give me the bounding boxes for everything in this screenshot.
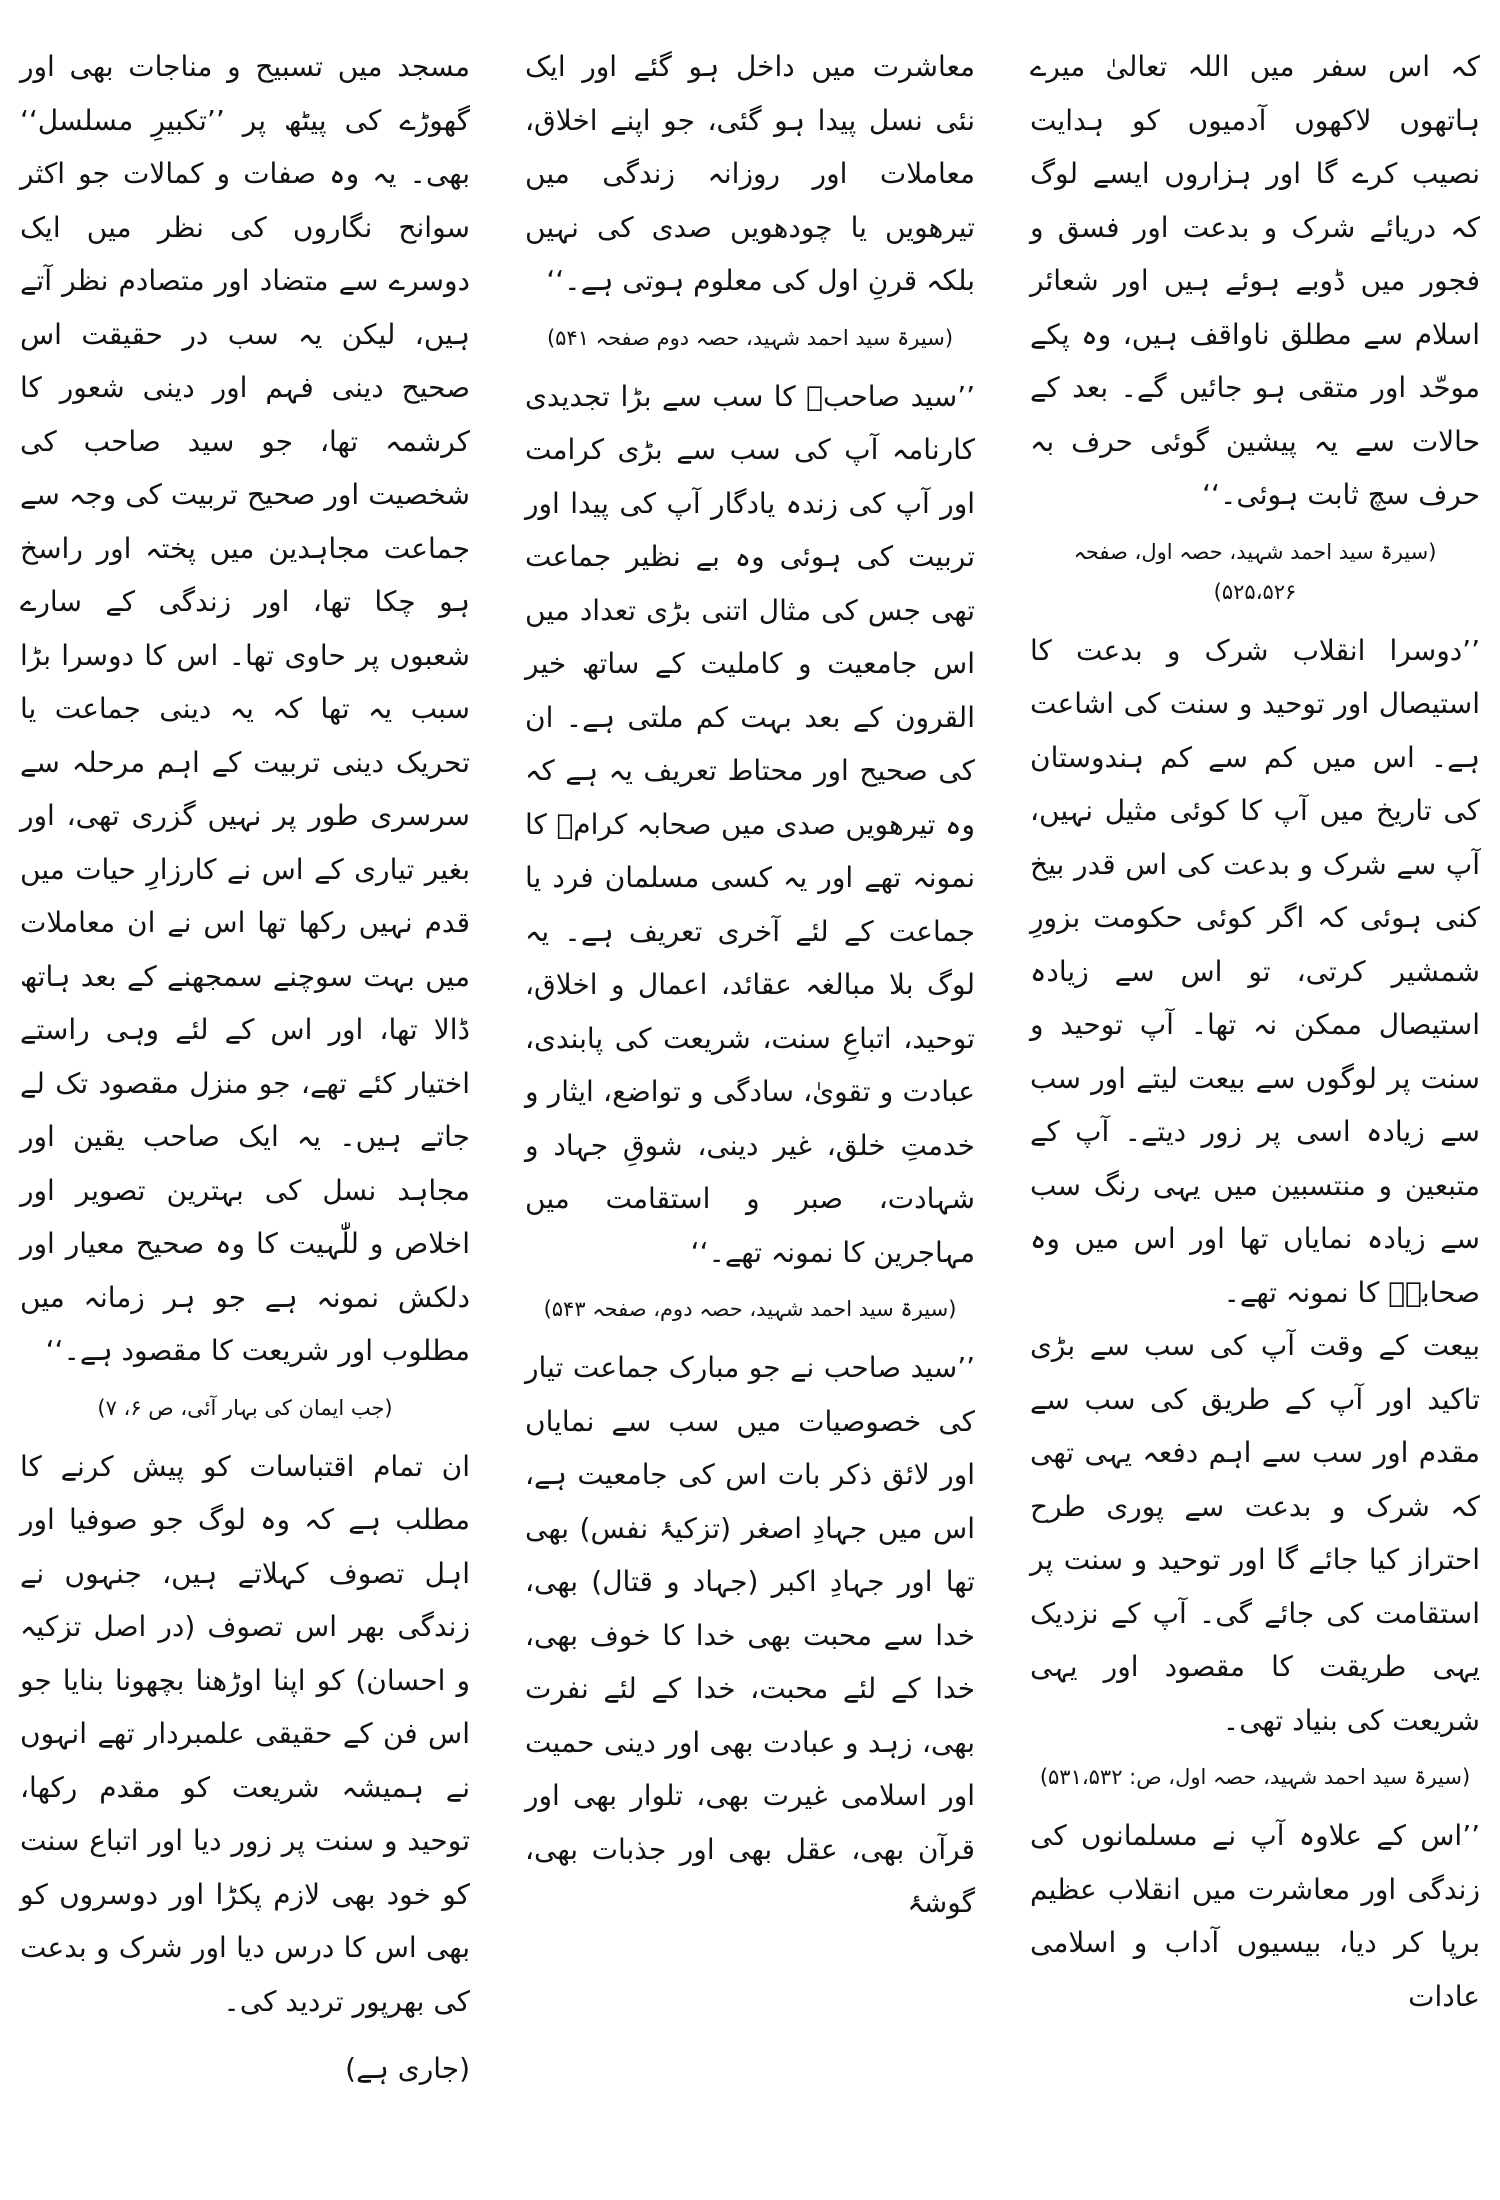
continued-note: (جاری ہے) [345, 2052, 470, 2085]
paragraph: ’’اس کے علاوہ آپ نے مسلمانوں کی زندگی اور معاشرت میں انقلاب عظیم برپا کر دیا، بیسیوں آداب و اسلامی عادات [1030, 1819, 1480, 2013]
citation: (سیرۃ سید احمد شہید، حصہ اول، صفحہ ۵۲۵،۵۲۶) [1073, 539, 1437, 604]
paragraph: ’’سید صاحبؒ کا سب سے بڑا تجدیدی کارنامہ آپ کی سب سے بڑی کرامت اور آپ کی زندہ یادگار آپ کی پیدا اور تربیت کی ہوئی وہ بے نظیر جماعت تھی جس کی مثال اتنی بڑی تعداد میں اس جامعیت و کاملیت کے ساتھ خیر القرون کے بعد بہت کم ملتی ہے۔ ان کی صحیح اور محتاط تعریف یہ ہے کہ وہ تیرھویں صدی میں صحابہ کرامؓ کا نمونہ تھے اور یہ کسی مسلمان فرد یا جماعت کے لئے آخری تعریف ہے۔ یہ لوگ بلا مبالغہ عقائد، اعمال و اخلاق، توحید، اتباعِ سنت، شریعت کی پابندی، عبادت و تقویٰ، سادگی و تواضع، ایثار و خدمتِ خلق، غیر دینی، شوقِ جہاد و شہادت، صبر و استقامت میں مہاجرین کا نمونہ تھے۔‘‘ [525, 379, 975, 1269]
paragraph: معاشرت میں داخل ہو گئے اور ایک نئی نسل پیدا ہو گئی، جو اپنے اخلاق، معاملات اور روزانہ زندگی میں تیرھویں یا چودھویں صدی کی نہیں بلکہ قرنِ اول کی معلوم ہوتی ہے۔‘‘ [525, 50, 975, 297]
citation: (جب ایمان کی بہار آئی، ص ۶، ۷) [97, 1395, 393, 1420]
text-columns [20, 40, 1480, 2180]
citation: (سیرۃ سید احمد شہید، حصہ دوم صفحہ ۵۴۱) [546, 325, 954, 350]
paragraph: ان تمام اقتباسات کو پیش کرنے کا مطلب ہے کہ وہ لوگ جو صوفیا اور اہل تصوف کہلاتے ہیں، جنہوں نے زندگی بھر اس تصوف (در اصل تزکیہ و احسان) کو اپنا اوڑھنا بچھونا بنایا جو اس فن کے حقیقی علمبردار تھے انہوں نے ہمیشہ شریعت کو مقدم رکھا، توحید و سنت پر زور دیا اور اتباع سنت کو خود بھی لازم پکڑا اور دوسروں کو بھی اس کا درس دیا اور شرک و بدعت کی بھرپور تردید کی۔ [20, 1449, 470, 2018]
column-left [20, 40, 470, 2180]
citation: (سیرۃ سید احمد شہید، حصہ اول، ص: ۵۳۱،۵۳۲) [1039, 1765, 1471, 1789]
column-right [1030, 40, 1480, 2180]
paragraph: کہ اس سفر میں اللہ تعالیٰ میرے ہاتھوں لاکھوں آدمیوں کو ہدایت نصیب کرے گا اور ہزاروں ایسے لوگ کہ دریائے شرک و بدعت اور فسق و فجور میں ڈوبے ہوئے ہیں اور شعائر اسلام سے مطلق ناواقف ہیں، وہ پکے موحّد اور متقی ہو جائیں گے۔ بعد کے حالات سے یہ پیشین گوئی حرف بہ حرف سچ ثابت ہوئی۔‘‘ [1030, 50, 1480, 511]
paragraph: بیعت کے وقت آپ کی سب سے بڑی تاکید اور آپ کے طریق کی سب سے مقدم اور سب سے اہم دفعہ یہی تھی کہ شرک و بدعت سے پوری طرح احتراز کیا جائے گا اور توحید و سنت پر استقامت کی جائے گی۔ آپ کے نزدیک یہی طریقت کا مقصود اور یہی شریعت کی بنیاد تھی۔ [1030, 1329, 1480, 1737]
paragraph: مسجد میں تسبیح و مناجات بھی اور گھوڑے کی پیٹھ پر ’’تکبیرِ مسلسل‘‘ بھی۔ یہ وہ صفات و کمالات جو اکثر سوانح نگاروں کی نظر میں ایک دوسرے سے متضاد اور متصادم نظر آتے ہیں، لیکن یہ سب در حقیقت اس صحیح دینی فہم اور دینی شعور کا کرشمہ تھا، جو سید صاحب کی شخصیت اور صحیح تربیت کی وجہ سے جماعت مجاہدین میں پختہ اور راسخ ہو چکا تھا، اور زندگی کے سارے شعبوں پر حاوی تھا۔ اس کا دوسرا بڑا سبب یہ تھا کہ یہ دینی جماعت یا تحریک دینی تربیت کے اہم مرحلہ سے سرسری طور پر نہیں گزری تھی، اور بغیر تیاری کے اس نے کارزارِ حیات میں قدم نہیں رکھا تھا اس نے ان معاملات میں بہت سوچنے سمجھنے کے بعد ہاتھ ڈالا تھا، اور اس کے لئے وہی راستے اختیار کئے تھے، جو منزل مقصود تک لے جاتے ہیں۔ یہ ایک صاحب یقین اور مجاہد نسل کی بہترین تصویر اور اخلاص و للّٰہیت کا وہ صحیح معیار اور دلکش نمونہ ہے جو ہر زمانہ میں مطلوب اور شریعت کا مقصود ہے۔‘‘ [20, 50, 470, 1367]
paragraph: ’’دوسرا انقلاب شرک و بدعت کا استیصال اور توحید و سنت کی اشاعت ہے۔ اس میں کم سے کم ہندوستان کی تاریخ میں آپ کا کوئی مثیل نہیں، آپ سے شرک و بدعت کی اس قدر بیخ کنی ہوئی کہ اگر کوئی حکومت بزورِ شمشیر کرتی، تو اس سے زیادہ استیصال ممکن نہ تھا۔ آپ توحید و سنت پر لوگوں سے بیعت لیتے اور سب سے زیادہ اسی پر زور دیتے۔ آپ کے متبعین و منتسبین میں یہی رنگ سب سے زیادہ نمایاں تھا اور اس میں وہ صحابہؓ کا نمونہ تھے۔ [1030, 633, 1480, 1309]
paragraph: ’’سید صاحب نے جو مبارک جماعت تیار کی خصوصیات میں سب سے نمایاں اور لائق ذکر بات اس کی جامعیت ہے، اس میں جہادِ اصغر (تزکیۂ نفس) بھی تھا اور جہادِ اکبر (جہاد و قتال) بھی، خدا سے محبت بھی خدا کا خوف بھی، خدا کے لئے محبت، خدا کے لئے نفرت بھی، زہد و عبادت بھی اور دینی حمیت اور اسلامی غیرت بھی، تلوار بھی اور قرآن بھی، عقل بھی اور جذبات بھی، گوشۂ [525, 1351, 975, 1919]
column-middle [525, 40, 975, 2180]
citation: (سیرۃ سید احمد شہید، حصہ دوم، صفحہ ۵۴۳) [543, 1297, 957, 1321]
